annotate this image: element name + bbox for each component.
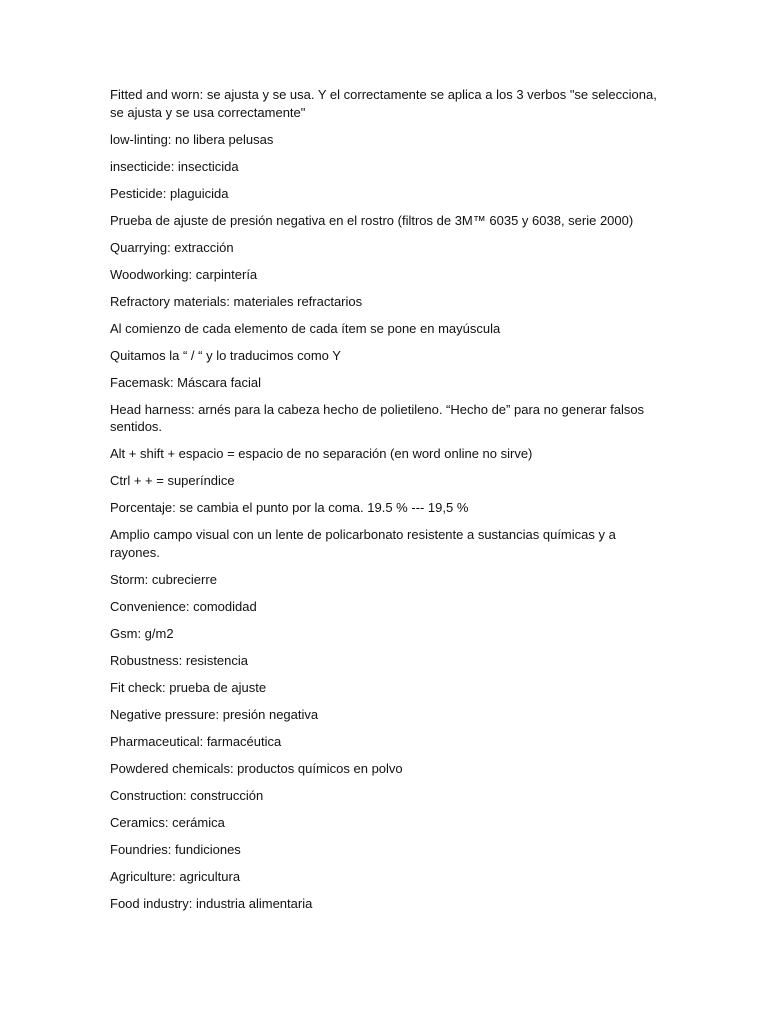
paragraph: Pesticide: plaguicida: [110, 185, 229, 201]
paragraph: low-linting: no libera pelusas: [110, 131, 274, 147]
paragraph: Pharmaceutical: farmacéutica: [110, 733, 282, 749]
paragraph: Al comienzo de cada elemento de cada ítem se pone en mayúscula: [110, 320, 501, 336]
paragraph: Woodworking: carpintería: [110, 266, 258, 282]
paragraph: Prueba de ajuste de presión negativa en el rostro (filtros de 3M™ 6035 y 6038, serie 2000): [110, 212, 634, 228]
paragraph: Head harness: arnés para la cabeza hecho de polietileno. “Hecho de” para no generar falsos sentidos.: [110, 401, 645, 434]
document-body: [110, 86, 658, 922]
paragraph: Foundries: fundiciones: [110, 841, 241, 857]
paragraph: insecticide: insecticida: [110, 158, 239, 174]
paragraph: Fit check: prueba de ajuste: [110, 679, 267, 695]
paragraph: Agriculture: agricultura: [110, 868, 241, 884]
paragraph: Robustness: resistencia: [110, 652, 249, 668]
paragraph: Quitamos la “ / “ y lo traducimos como Y: [110, 347, 341, 363]
paragraph: Construction: construcción: [110, 787, 264, 803]
paragraph: Facemask: Máscara facial: [110, 374, 261, 390]
paragraph: Gsm: g/m2: [110, 625, 174, 641]
paragraph: Porcentaje: se cambia el punto por la coma. 19.5 % --- 19,5 %: [110, 500, 469, 515]
paragraph: Convenience: comodidad: [110, 598, 257, 614]
paragraph: Alt + shift + espacio = espacio de no separación (en word online no sirve): [110, 446, 533, 461]
paragraph: Powdered chemicals: productos químicos en polvo: [110, 760, 403, 776]
paragraph: Ceramics: cerámica: [110, 814, 225, 830]
paragraph: Negative pressure: presión negativa: [110, 706, 319, 722]
paragraph: Amplio campo visual con un lente de policarbonato resistente a sustancias químicas y a rayones.: [110, 527, 616, 560]
paragraph: Food industry: industria alimentaria: [110, 895, 313, 911]
paragraph: Storm: cubrecierre: [110, 571, 217, 587]
paragraph: Fitted and worn: se ajusta y se usa. Y el correctamente se aplica a los 3 verbos "se selecciona, se ajusta y se usa correctamente": [110, 87, 657, 120]
paragraph: Quarrying: extracción: [110, 239, 234, 255]
paragraph: Refractory materials: materiales refractarios: [110, 293, 363, 309]
paragraph: Ctrl + + = superíndice: [110, 473, 235, 488]
